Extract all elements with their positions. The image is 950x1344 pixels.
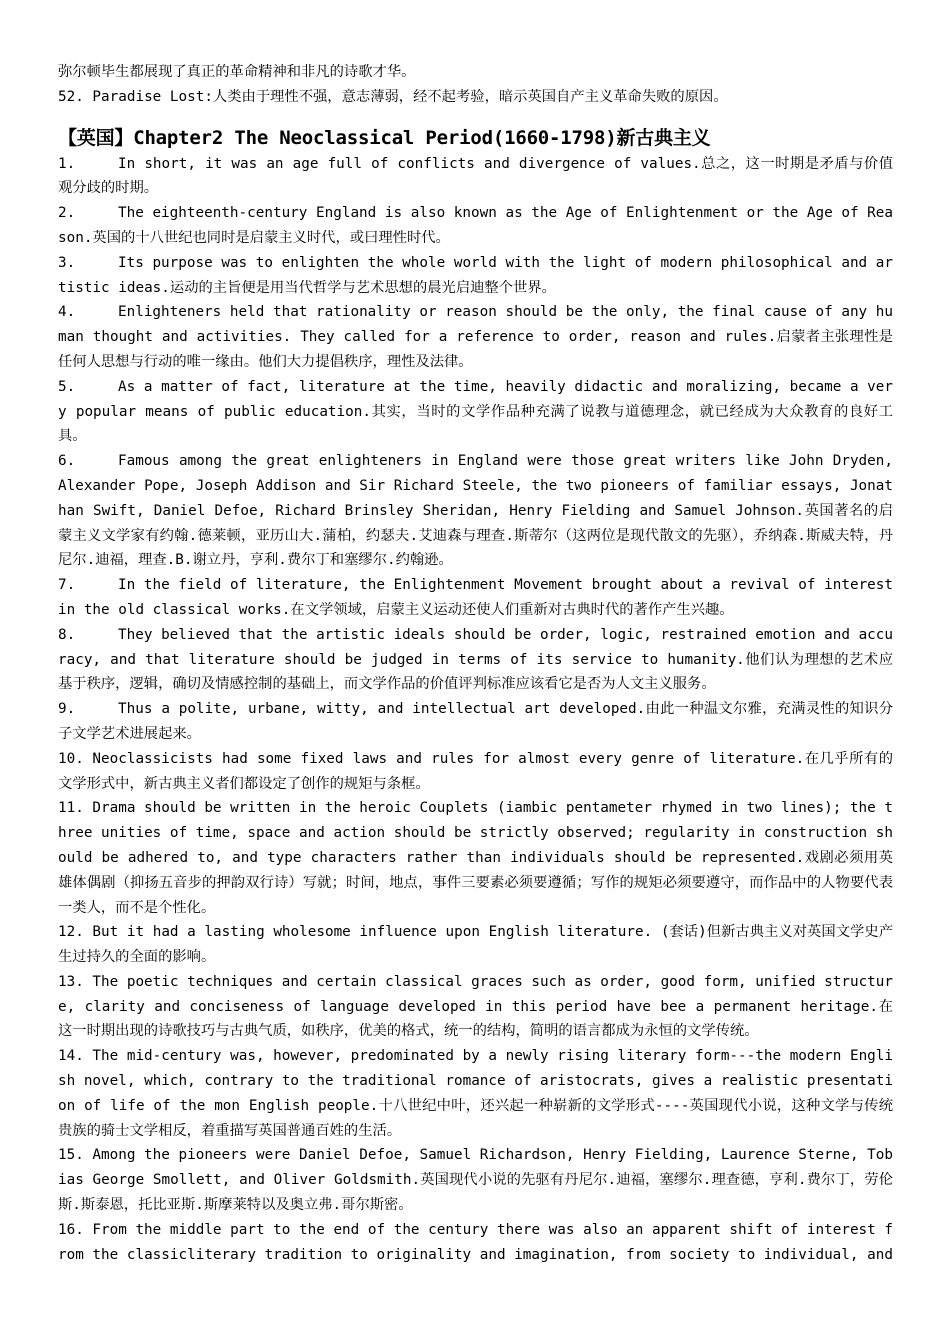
item-number: 11. [58,800,84,817]
list-item [58,573,893,623]
list-item [58,375,893,449]
item-number: 16. [58,1221,84,1238]
list-item [58,201,893,251]
item-text: Enlighteners held that rationality or reason should be the only, the final cause of any human thought and activities. They called for a reference to order, reason and rules.启蒙者主张理性是任何人思想与行动的唯一缘由。他们大力提倡秩序，理性及法律。 [58,304,893,370]
item-number: 7. [58,577,76,594]
item-text: In short, it was an age full of conflicts and divergence of values.总之，这一时期是矛盾与价值观分歧的时期。 [58,155,893,197]
list-item [58,1218,893,1268]
item-number: 4. [58,304,76,321]
item-text: Neoclassicists had some fixed laws and rules for almost every genre of literature.在几乎所有的文学形式中，新古典主义者们都设定了创作的规矩与条框。 [58,750,893,792]
item-text: Drama should be written in the heroic Couplets (iambic pentameter rhymed in two lines); the three unities of time, space and action should be strictly observed; regularity in construction should be adhered to, and type characters rather than individuals should be represented.戏剧必须用英雄体偶剧（抑扬五音步的押韵双行诗）写就；时间，地点，事件三要素必须要遵循；写作的规矩必须要遵守，而作品中的人物要代表一类人，而不是个性化。 [58,800,893,916]
item-number: 5. [58,378,76,395]
list-item [58,251,893,301]
item-number: 15. [58,1147,84,1164]
item-number: 6. [58,453,76,470]
item-text: Famous among the great enlighteners in England were those great writers like John Dryden, Alexander Pope, Joseph Addison and Sir Richard Steele, the two pioneers of familiar essays, Jonathan Swift, Daniel Defoe, Richard Brinsley Sheridan, Henry Fielding and Samuel Johnson.英国著名的启蒙主义文学家有约翰.德莱顿，亚历山大.蒲柏，约瑟夫.艾迪森与理查.斯蒂尔（这两位是现代散文的先驱），乔纳森.斯威夫特，丹尼尔.迪福，理查.B.谢立丹，亨利.费尔丁和塞缪尔.约翰逊。 [58,453,893,569]
item-number: 13. [58,973,84,990]
list-item [58,1044,893,1143]
list-item [58,796,893,920]
item-text: As a matter of fact, literature at the time, heavily didactic and moralizing, became a very popular means of public education.其实，当时的文学作品种充满了说教与道德理念，就已经成为大众教育的良好工具。 [58,378,893,445]
item-number: 12. [58,924,84,941]
list-item [58,970,893,1044]
item-text: Thus a polite, urbane, witty, and intellectual art developed.由此一种温文尔雅，充满灵性的知识分子文学艺术进展起来。 [58,701,893,742]
item-number: 14. [58,1048,84,1065]
list-item [58,300,893,374]
item-text: Among the pioneers were Daniel Defoe, Samuel Richardson, Henry Fielding, Laurence Sterne, Tobias George Smollett, and Oliver Goldsmith.英国现代小说的先驱有丹尼尔.迪福，塞缪尔.理查德，亨利.费尔丁，劳伦斯.斯泰恩，托比亚斯.斯摩莱特以及奥立弗.哥尔斯密。 [58,1147,893,1214]
item-text: But it had a lasting wholesome influence upon English literature. (套话)但新古典主义对英国文学史产生过持久的全面的影响。 [58,924,893,966]
chapter-title: 【英国】Chapter2 The Neoclassical Period(1660-1798)新古典主义 [58,126,711,149]
item-text: In the field of literature, the Enlightenment Movement brought about a revival of interest in the old classical works.在文学领域，启蒙主义运动还使人们重新对古典时代的著作产生兴趣。 [58,577,893,618]
item-text: Its purpose was to enlighten the whole world with the light of modern philosophical and artistic ideas.运动的主旨便是用当代哲学与艺术思想的晨光启迪整个世界。 [58,254,893,296]
list-item [58,449,893,573]
item-text: From the middle part to the end of the century there was also an apparent shift of interest from the classicliterary tradition to originality and imagination, from society to individual, and [58,1221,893,1263]
item-text: The eighteenth-century England is also known as the Age of Enlightenment or the Age of Reason.英国的十八世纪也同时是启蒙主义时代，或曰理性时代。 [58,205,893,246]
document-page [58,60,893,1267]
item-number: 3. [58,254,76,271]
intro-line-1: 弥尔顿毕生都展现了真正的革命精神和非凡的诗歌才华。 [58,64,416,80]
item-text: They believed that the artistic ideals should be order, logic, restrained emotion and accuracy, and that literature should be judged in terms of its service to humanity.他们认为理想的艺术应基于秩序，逻辑，确切及情感控制的基础上，而文学作品的价值评判标准应该看它是否为人文主义服务。 [58,626,893,693]
list-item [58,747,893,797]
item-list [58,152,893,1268]
item-text: The poetic techniques and certain classical graces such as order, good form, unified structure, clarity and conciseness of language developed in this period have bee a permanent heritage.在这一时期出现的诗歌技巧与古典气质，如秩序，优美的格式，统一的结构，简明的语言都成为永恒的文学传统。 [58,973,893,1040]
item-number: 8. [58,626,76,643]
intro-line-2: 52. Paradise Lost:人类由于理性不强，意志薄弱，经不起考验，暗示英国自产主义革命失败的原因。 [58,88,728,105]
list-item [58,920,893,970]
item-number: 1. [58,155,76,172]
item-number: 10. [58,750,84,767]
list-item [58,623,893,697]
item-text: The mid-century was, however, predominated by a newly rising literary form---the modern English novel, which, contrary to the traditional romance of aristocrats, gives a realistic presentation of life of the mon English people.十八世纪中叶，还兴起一种崭新的文学形式----英国现代小说，这种文学与传统贵族的骑士文学相反，着重描写英国普通百姓的生活。 [58,1048,893,1139]
list-item [58,697,893,747]
item-number: 2. [58,205,76,222]
list-item [58,1143,893,1217]
list-item [58,152,893,202]
item-number: 9. [58,701,76,718]
